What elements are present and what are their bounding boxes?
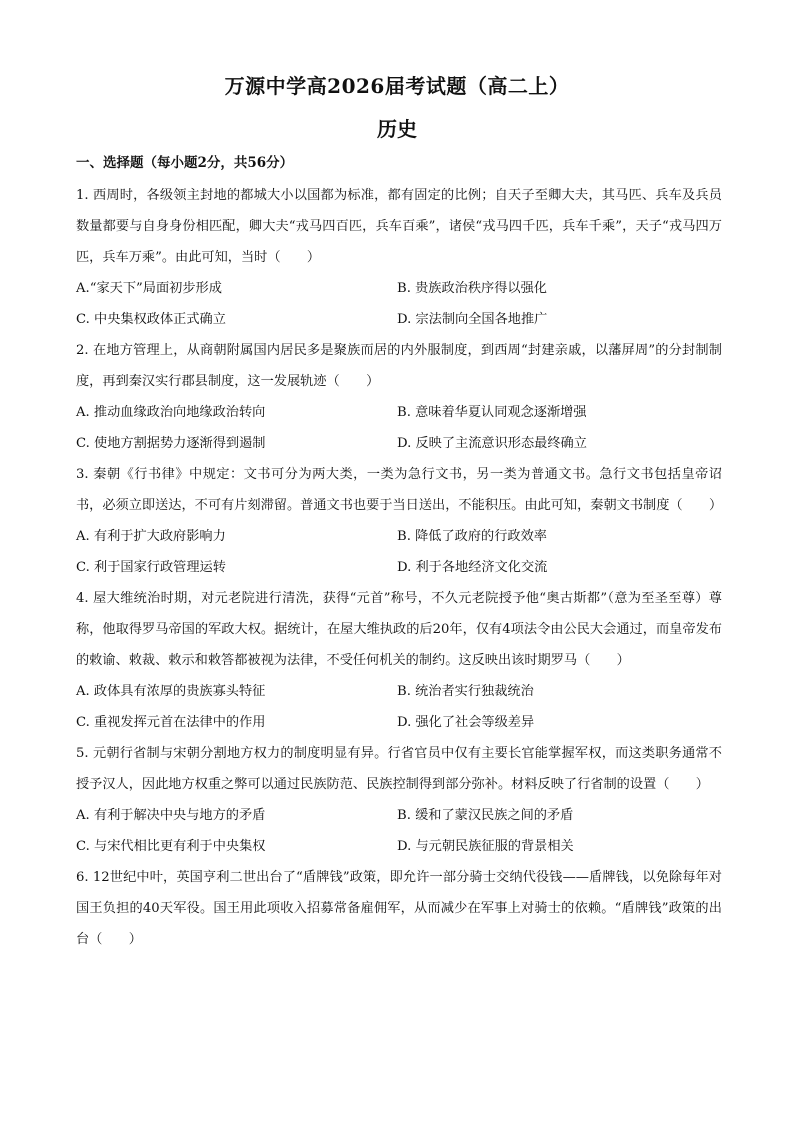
option-a: A. 政体具有浓厚的贵族寡头特征 [76, 684, 266, 699]
question-5 [76, 738, 722, 862]
option-a: A. 有利于扩大政府影响力 [76, 529, 226, 544]
option-d: D. 强化了社会等级差异 [397, 715, 535, 730]
option-a: A. 推动血缘政治向地缘政治转向 [76, 405, 266, 420]
question-4 [76, 583, 722, 738]
option-grid [76, 273, 722, 335]
option-a: A. 有利于解决中央与地方的矛盾 [76, 808, 266, 823]
option-grid [76, 521, 722, 583]
option-a: A.“家天下”局面初步形成 [76, 281, 222, 296]
option-grid [76, 676, 722, 738]
option-c: C. 重视发挥元首在法律中的作用 [76, 715, 266, 730]
question-list [76, 180, 722, 955]
question-stem: 1. 西周时，各级领主封地的都城大小以国都为标准，都有固定的比例；自天子至卿大夫，其马匹、兵车及兵员数量都要与自身身份相匹配，卿大夫“戎马四百匹，兵车百乘”，诸侯“戎马四千匹，兵车千乘”，天子“戎马四万匹，兵车万乘”。由此可知，当时（ ） [76, 188, 722, 265]
option-d: D. 宗法制向全国各地推广 [397, 312, 548, 327]
option-c: C. 使地方割据势力逐渐得到遏制 [76, 436, 266, 451]
question-stem: 3. 秦朝《行书律》中规定：文书可分为两大类，一类为急行文书，另一类为普通文书。急行文书包括皇帝诏书，必须立即送达，不可有片刻滞留。普通文书也要于当日送出，不能积压。由此可知，秦朝文书制度（ ） [76, 467, 723, 513]
exam-title: 万源中学高2026届考试题（高二上） [224, 74, 570, 98]
question-3 [76, 459, 722, 583]
question-2 [76, 335, 722, 459]
question-stem: 2. 在地方管理上，从商朝附属国内居民多是聚族而居的内外服制度，到西周“封建亲戚，以藩屏周”的分封制制度，再到秦汉实行郡县制度，这一发展轨迹（ ） [76, 343, 722, 389]
option-b: B. 缓和了蒙汉民族之间的矛盾 [397, 808, 574, 823]
option-d: D. 反映了主流意识形态最终确立 [397, 436, 587, 451]
option-grid [76, 397, 722, 459]
option-c: C. 利于国家行政管理运转 [76, 560, 226, 575]
question-stem: 5. 元朝行省制与宋朝分割地方权力的制度明显有异。行省官员中仅有主要长官能掌握军权，而这类职务通常不授予汉人，因此地方权重之弊可以通过民族防范、民族控制得到部分弥补。材料反映了行省制的设置（ ） [76, 746, 722, 792]
option-c: C. 与宋代相比更有利于中央集权 [76, 839, 266, 854]
option-d: D. 利于各地经济文化交流 [397, 560, 548, 575]
option-b: B. 意味着华夏认同观念逐渐增强 [397, 405, 587, 420]
option-d: D. 与元朝民族征服的背景相关 [397, 839, 574, 854]
subject-title: 历史 [377, 117, 417, 141]
option-b: B. 贵族政治秩序得以强化 [397, 281, 547, 296]
section-heading: 一、选择题（每小题2分，共56分） [76, 155, 294, 171]
question-6 [76, 862, 722, 955]
option-grid [76, 800, 722, 862]
option-b: B. 统治者实行独裁统治 [397, 684, 534, 699]
question-stem: 4. 屋大维统治时期，对元老院进行清洗，获得“元首”称号，不久元老院授予他“奥古斯都”（意为至圣至尊）尊称，他取得罗马帝国的军政大权。据统计，在屋大维执政的后20年，仅有4项法令由公民大会通过，而皇帝发布的敕谕、敕裁、敕示和敕答都被视为法律，不受任何机关的制约。这反映出该时期罗马（ ） [76, 591, 722, 668]
option-c: C. 中央集权政体正式确立 [76, 312, 226, 327]
question-stem: 6. 12世纪中叶，英国亨利二世出台了“盾牌钱”政策，即允许一部分骑士交纳代役钱——盾牌钱，以免除每年对国王负担的40天军役。国王用此项收入招募常备雇佣军，从而减少在军事上对骑士的依赖。“盾牌钱”政策的出台（ ） [76, 870, 722, 947]
question-1 [76, 180, 722, 335]
option-b: B. 降低了政府的行政效率 [397, 529, 547, 544]
